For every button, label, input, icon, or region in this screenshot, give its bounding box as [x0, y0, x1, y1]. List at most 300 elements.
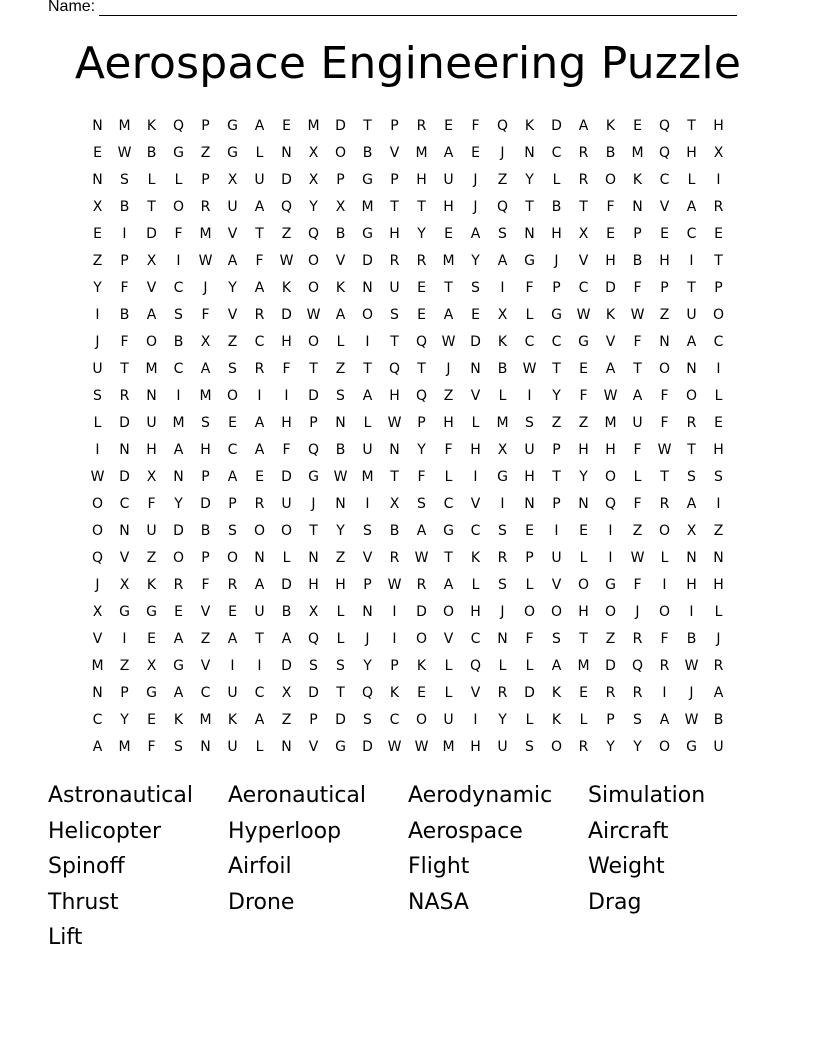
grid-cell: Q	[631, 657, 644, 674]
grid-cell: H	[605, 252, 616, 269]
grid-cell: H	[281, 333, 292, 350]
grid-cell: H	[308, 576, 319, 593]
grid-cell: F	[147, 495, 156, 512]
grid-cell: R	[605, 684, 616, 701]
grid-cell: S	[228, 360, 237, 377]
grid-cell: Z	[146, 549, 157, 566]
grid-cell: H	[713, 117, 724, 134]
grid-cell: F	[417, 468, 426, 485]
grid-cell: I	[176, 387, 181, 404]
grid-cell: Z	[281, 711, 292, 728]
grid-cell: F	[444, 441, 453, 458]
grid-cell: N	[335, 414, 346, 431]
grid-cell: A	[227, 252, 238, 269]
grid-cell: O	[550, 738, 563, 755]
grid-cell: P	[552, 441, 561, 458]
grid-cell: V	[659, 198, 670, 215]
grid-cell: P	[309, 711, 318, 728]
grid-cell: U	[632, 414, 643, 431]
grid-cell: X	[146, 657, 157, 674]
grid-cell: C	[551, 333, 562, 350]
grid-cell: E	[579, 522, 588, 539]
grid-cell: R	[497, 549, 508, 566]
grid-cell: N	[389, 441, 400, 458]
grid-cell: Y	[417, 441, 426, 458]
grid-cell: T	[309, 360, 318, 377]
grid-cell: H	[713, 576, 724, 593]
grid-cell: G	[578, 333, 589, 350]
grid-cell: K	[524, 117, 535, 134]
grid-cell: C	[200, 684, 211, 701]
grid-cell: S	[471, 279, 480, 296]
grid-cell: S	[687, 468, 696, 485]
grid-cell: O	[307, 279, 320, 296]
grid-cell: T	[552, 468, 561, 485]
name-label: Name:	[48, 0, 96, 15]
grid-cell: M	[442, 738, 455, 755]
grid-cell: I	[689, 252, 694, 269]
grid-cell: Z	[632, 522, 643, 539]
grid-cell: I	[122, 630, 127, 647]
grid-cell: D	[146, 225, 157, 242]
grid-cell: O	[172, 198, 185, 215]
grid-cell: V	[443, 630, 454, 647]
grid-cell: O	[685, 387, 698, 404]
grid-cell: D	[362, 738, 373, 755]
grid-cell: R	[713, 198, 724, 215]
grid-cell: W	[387, 576, 402, 593]
grid-cell: C	[254, 684, 265, 701]
grid-cell: C	[686, 225, 697, 242]
grid-cell: C	[470, 522, 481, 539]
grid-cell: E	[444, 117, 453, 134]
grid-cell: D	[308, 387, 319, 404]
grid-cell: M	[118, 117, 131, 134]
grid-cell: G	[335, 738, 346, 755]
grid-cell: U	[524, 441, 535, 458]
grid-cell: N	[686, 549, 697, 566]
grid-cell: R	[578, 144, 589, 161]
grid-cell: A	[254, 441, 265, 458]
grid-cell: A	[686, 198, 697, 215]
grid-cell: Q	[307, 225, 320, 242]
grid-cell: V	[578, 252, 589, 269]
grid-cell: W	[657, 441, 672, 458]
grid-cell: U	[281, 495, 292, 512]
grid-cell: J	[203, 279, 208, 296]
grid-cell: P	[390, 171, 399, 188]
grid-cell: I	[689, 603, 694, 620]
grid-cell: N	[362, 279, 373, 296]
grid-cell: N	[308, 549, 319, 566]
grid-cell: F	[201, 306, 210, 323]
grid-cell: L	[282, 549, 291, 566]
grid-cell: R	[254, 306, 265, 323]
grid-cell: G	[173, 657, 184, 674]
grid-cell: R	[578, 738, 589, 755]
grid-cell: K	[605, 117, 616, 134]
grid-cell: S	[417, 495, 426, 512]
grid-cell: G	[524, 252, 535, 269]
grid-cell: J	[311, 495, 316, 512]
grid-cell: V	[200, 657, 211, 674]
grid-cell: L	[174, 171, 183, 188]
grid-cell: U	[254, 603, 265, 620]
grid-cell: C	[659, 171, 670, 188]
grid-cell: S	[174, 738, 183, 755]
grid-cell: S	[336, 657, 345, 674]
grid-cell: A	[254, 576, 265, 593]
grid-cell: F	[120, 279, 129, 296]
grid-cell: N	[578, 495, 589, 512]
grid-cell: O	[226, 387, 239, 404]
grid-cell: D	[605, 279, 616, 296]
grid-cell: F	[282, 360, 291, 377]
grid-cell: Y	[498, 711, 507, 728]
grid-cell: O	[523, 603, 536, 620]
grid-cell: R	[254, 360, 265, 377]
grid-cell: I	[95, 306, 100, 323]
grid-cell: H	[713, 441, 724, 458]
grid-cell: C	[119, 495, 130, 512]
grid-cell: G	[443, 522, 454, 539]
grid-cell: F	[633, 495, 642, 512]
grid-cell: H	[200, 441, 211, 458]
grid-cell: W	[603, 387, 618, 404]
grid-cell: Q	[415, 387, 428, 404]
word-list-item: Helicopter	[48, 818, 162, 844]
grid-cell: E	[228, 414, 237, 431]
grid-cell: P	[336, 171, 345, 188]
grid-cell: K	[605, 306, 616, 323]
grid-cell: P	[606, 711, 615, 728]
grid-cell: M	[631, 144, 644, 161]
grid-cell: M	[361, 198, 374, 215]
grid-cell: X	[308, 144, 319, 161]
word-list-item: NASA	[408, 889, 469, 915]
grid-cell: K	[632, 171, 643, 188]
grid-cell: W	[306, 306, 321, 323]
grid-cell: S	[498, 225, 507, 242]
grid-cell: O	[280, 522, 293, 539]
grid-cell: F	[525, 279, 534, 296]
grid-cell: H	[605, 441, 616, 458]
grid-cell: F	[282, 441, 291, 458]
grid-cell: G	[362, 171, 373, 188]
grid-cell: K	[173, 711, 184, 728]
grid-cell: K	[470, 549, 481, 566]
grid-cell: M	[415, 144, 428, 161]
grid-cell: X	[227, 171, 238, 188]
grid-cell: O	[145, 333, 158, 350]
grid-cell: G	[605, 576, 616, 593]
grid-cell: G	[308, 468, 319, 485]
grid-cell: Z	[605, 630, 616, 647]
grid-cell: R	[578, 171, 589, 188]
grid-cell: D	[605, 657, 616, 674]
grid-cell: R	[416, 117, 427, 134]
word-list-item: Aerospace	[408, 818, 523, 844]
grid-cell: J	[95, 333, 100, 350]
grid-cell: B	[173, 333, 184, 350]
grid-cell: X	[335, 198, 346, 215]
grid-cell: P	[120, 684, 129, 701]
grid-cell: H	[686, 144, 697, 161]
grid-cell: K	[146, 576, 157, 593]
grid-cell: V	[362, 549, 373, 566]
grid-cell: J	[635, 603, 640, 620]
grid-cell: A	[443, 306, 454, 323]
word-list-item: Spinoff	[48, 854, 125, 879]
grid-cell: Y	[228, 279, 237, 296]
grid-cell: T	[633, 360, 642, 377]
grid-cell: L	[363, 414, 372, 431]
grid-cell: G	[497, 468, 508, 485]
word-list-item: Aeronautical	[228, 783, 367, 808]
grid-cell: O	[172, 549, 185, 566]
grid-cell: A	[227, 468, 238, 485]
grid-cell: N	[119, 522, 130, 539]
grid-cell: R	[632, 684, 643, 701]
grid-cell: G	[146, 684, 157, 701]
grid-cell: S	[174, 306, 183, 323]
grid-cell: K	[389, 684, 400, 701]
grid-cell: H	[146, 441, 157, 458]
grid-cell: T	[390, 198, 399, 215]
grid-cell: A	[254, 117, 265, 134]
grid-cell: K	[227, 711, 238, 728]
grid-cell: D	[551, 117, 562, 134]
grid-cell: E	[579, 684, 588, 701]
grid-cell: W	[441, 333, 456, 350]
grid-cell: O	[550, 603, 563, 620]
grid-cell: Q	[172, 117, 185, 134]
grid-cell: P	[228, 495, 237, 512]
grid-cell: Q	[91, 549, 104, 566]
grid-cell: T	[309, 522, 318, 539]
grid-cell: E	[579, 360, 588, 377]
grid-cell: E	[444, 225, 453, 242]
grid-cell: M	[307, 117, 320, 134]
grid-cell: N	[497, 630, 508, 647]
grid-cell: N	[92, 117, 103, 134]
grid-cell: O	[658, 360, 671, 377]
grid-cell: V	[470, 495, 481, 512]
grid-cell: W	[279, 252, 294, 269]
grid-cell: T	[363, 360, 372, 377]
grid-cell: U	[92, 360, 103, 377]
grid-cell: C	[173, 279, 184, 296]
grid-cell: N	[686, 360, 697, 377]
grid-cell: V	[92, 630, 103, 647]
grid-cell: Z	[119, 657, 130, 674]
grid-cell: M	[199, 225, 212, 242]
grid-cell: W	[333, 468, 348, 485]
word-list-item: Weight	[588, 854, 665, 879]
grid-cell: S	[390, 306, 399, 323]
grid-cell: A	[254, 279, 265, 296]
grid-cell: H	[443, 198, 454, 215]
grid-cell: P	[714, 279, 723, 296]
grid-cell: Z	[443, 387, 454, 404]
grid-cell: T	[255, 225, 264, 242]
grid-cell: V	[308, 738, 319, 755]
grid-cell: I	[662, 684, 667, 701]
grid-cell: S	[120, 171, 129, 188]
grid-cell: L	[444, 657, 453, 674]
grid-cell: U	[389, 279, 400, 296]
grid-cell: E	[174, 603, 183, 620]
grid-cell: I	[662, 576, 667, 593]
grid-cell: L	[255, 144, 264, 161]
grid-cell: H	[389, 387, 400, 404]
grid-cell: U	[443, 711, 454, 728]
grid-cell: O	[415, 630, 428, 647]
grid-cell: Q	[388, 360, 401, 377]
grid-cell: C	[524, 333, 535, 350]
grid-cell: M	[496, 414, 509, 431]
grid-cell: Q	[307, 441, 320, 458]
grid-cell: K	[551, 684, 562, 701]
grid-cell: J	[716, 630, 721, 647]
grid-cell: H	[470, 603, 481, 620]
name-blank-line	[99, 1, 737, 16]
grid-cell: S	[363, 522, 372, 539]
word-list-item: Drag	[588, 889, 642, 915]
grid-cell: B	[713, 711, 724, 728]
grid-cell: T	[687, 117, 696, 134]
grid-cell: I	[473, 711, 478, 728]
grid-cell: W	[684, 657, 699, 674]
grid-cell: R	[119, 387, 130, 404]
grid-cell: L	[525, 657, 534, 674]
grid-cell: T	[714, 252, 723, 269]
grid-cell: T	[363, 117, 372, 134]
grid-cell: P	[309, 414, 318, 431]
grid-cell: Q	[658, 117, 671, 134]
grid-cell: L	[255, 738, 264, 755]
grid-cell: F	[660, 630, 669, 647]
grid-cell: S	[309, 657, 318, 674]
grid-cell: P	[552, 495, 561, 512]
grid-cell: R	[389, 549, 400, 566]
grid-cell: M	[172, 414, 185, 431]
grid-cell: D	[308, 684, 319, 701]
grid-cell: M	[91, 657, 104, 674]
grid-cell: B	[335, 225, 346, 242]
grid-cell: L	[579, 549, 588, 566]
grid-cell: W	[630, 306, 645, 323]
grid-cell: K	[497, 333, 508, 350]
grid-cell: F	[255, 252, 264, 269]
grid-cell: Q	[280, 198, 293, 215]
grid-cell: J	[446, 360, 451, 377]
grid-cell: T	[687, 441, 696, 458]
grid-cell: D	[281, 306, 292, 323]
grid-cell: Z	[335, 549, 346, 566]
grid-cell: L	[498, 657, 507, 674]
grid-cell: F	[633, 576, 642, 593]
grid-cell: I	[365, 333, 370, 350]
grid-cell: J	[500, 603, 505, 620]
grid-cell: P	[417, 414, 426, 431]
grid-cell: D	[470, 333, 481, 350]
grid-cell: P	[660, 279, 669, 296]
grid-cell: I	[716, 171, 721, 188]
grid-cell: A	[713, 684, 724, 701]
grid-cell: X	[686, 522, 697, 539]
grid-cell: T	[660, 468, 669, 485]
grid-cell: L	[660, 549, 669, 566]
grid-cell: N	[659, 333, 670, 350]
grid-cell: H	[551, 225, 562, 242]
grid-cell: I	[716, 495, 721, 512]
grid-cell: E	[633, 117, 642, 134]
grid-cell: D	[416, 603, 427, 620]
grid-cell: P	[201, 171, 210, 188]
grid-cell: X	[92, 198, 103, 215]
grid-cell: F	[201, 576, 210, 593]
grid-cell: P	[120, 252, 129, 269]
grid-cell: U	[713, 738, 724, 755]
word-list-item: Thrust	[48, 889, 119, 915]
grid-cell: Y	[606, 738, 615, 755]
grid-cell: E	[606, 225, 615, 242]
grid-cell: O	[604, 171, 617, 188]
grid-cell: W	[387, 738, 402, 755]
grid-cell: Q	[307, 630, 320, 647]
grid-cell: H	[659, 252, 670, 269]
grid-cell: D	[335, 117, 346, 134]
grid-cell: P	[390, 117, 399, 134]
grid-cell: E	[282, 117, 291, 134]
grid-cell: Z	[200, 630, 211, 647]
grid-cell: V	[470, 387, 481, 404]
grid-cell: O	[415, 711, 428, 728]
word-list-item: Airfoil	[228, 854, 292, 879]
grid-cell: U	[227, 738, 238, 755]
grid-cell: B	[362, 144, 373, 161]
grid-cell: N	[92, 171, 103, 188]
grid-cell: Z	[659, 306, 670, 323]
grid-cell: A	[173, 441, 184, 458]
grid-cell: D	[524, 684, 535, 701]
grid-cell: C	[713, 333, 724, 350]
grid-cell: I	[392, 630, 397, 647]
grid-cell: J	[473, 171, 478, 188]
grid-cell: O	[361, 306, 374, 323]
grid-cell: A	[335, 306, 346, 323]
grid-cell: O	[712, 306, 725, 323]
grid-cell: J	[500, 144, 505, 161]
grid-cell: I	[392, 603, 397, 620]
grid-cell: O	[604, 603, 617, 620]
grid-cell: E	[525, 522, 534, 539]
grid-cell: D	[281, 171, 292, 188]
grid-cell: S	[498, 522, 507, 539]
grid-cell: S	[714, 468, 723, 485]
grid-cell: T	[120, 360, 129, 377]
word-list-item: Lift	[48, 925, 83, 950]
grid-cell: I	[500, 495, 505, 512]
grid-cell: G	[362, 225, 373, 242]
grid-cell: V	[605, 333, 616, 350]
grid-cell: H	[470, 441, 481, 458]
grid-cell: A	[200, 360, 211, 377]
grid-cell: Z	[551, 414, 562, 431]
grid-cell: V	[227, 306, 238, 323]
word-list-item: Astronautical	[48, 783, 193, 808]
